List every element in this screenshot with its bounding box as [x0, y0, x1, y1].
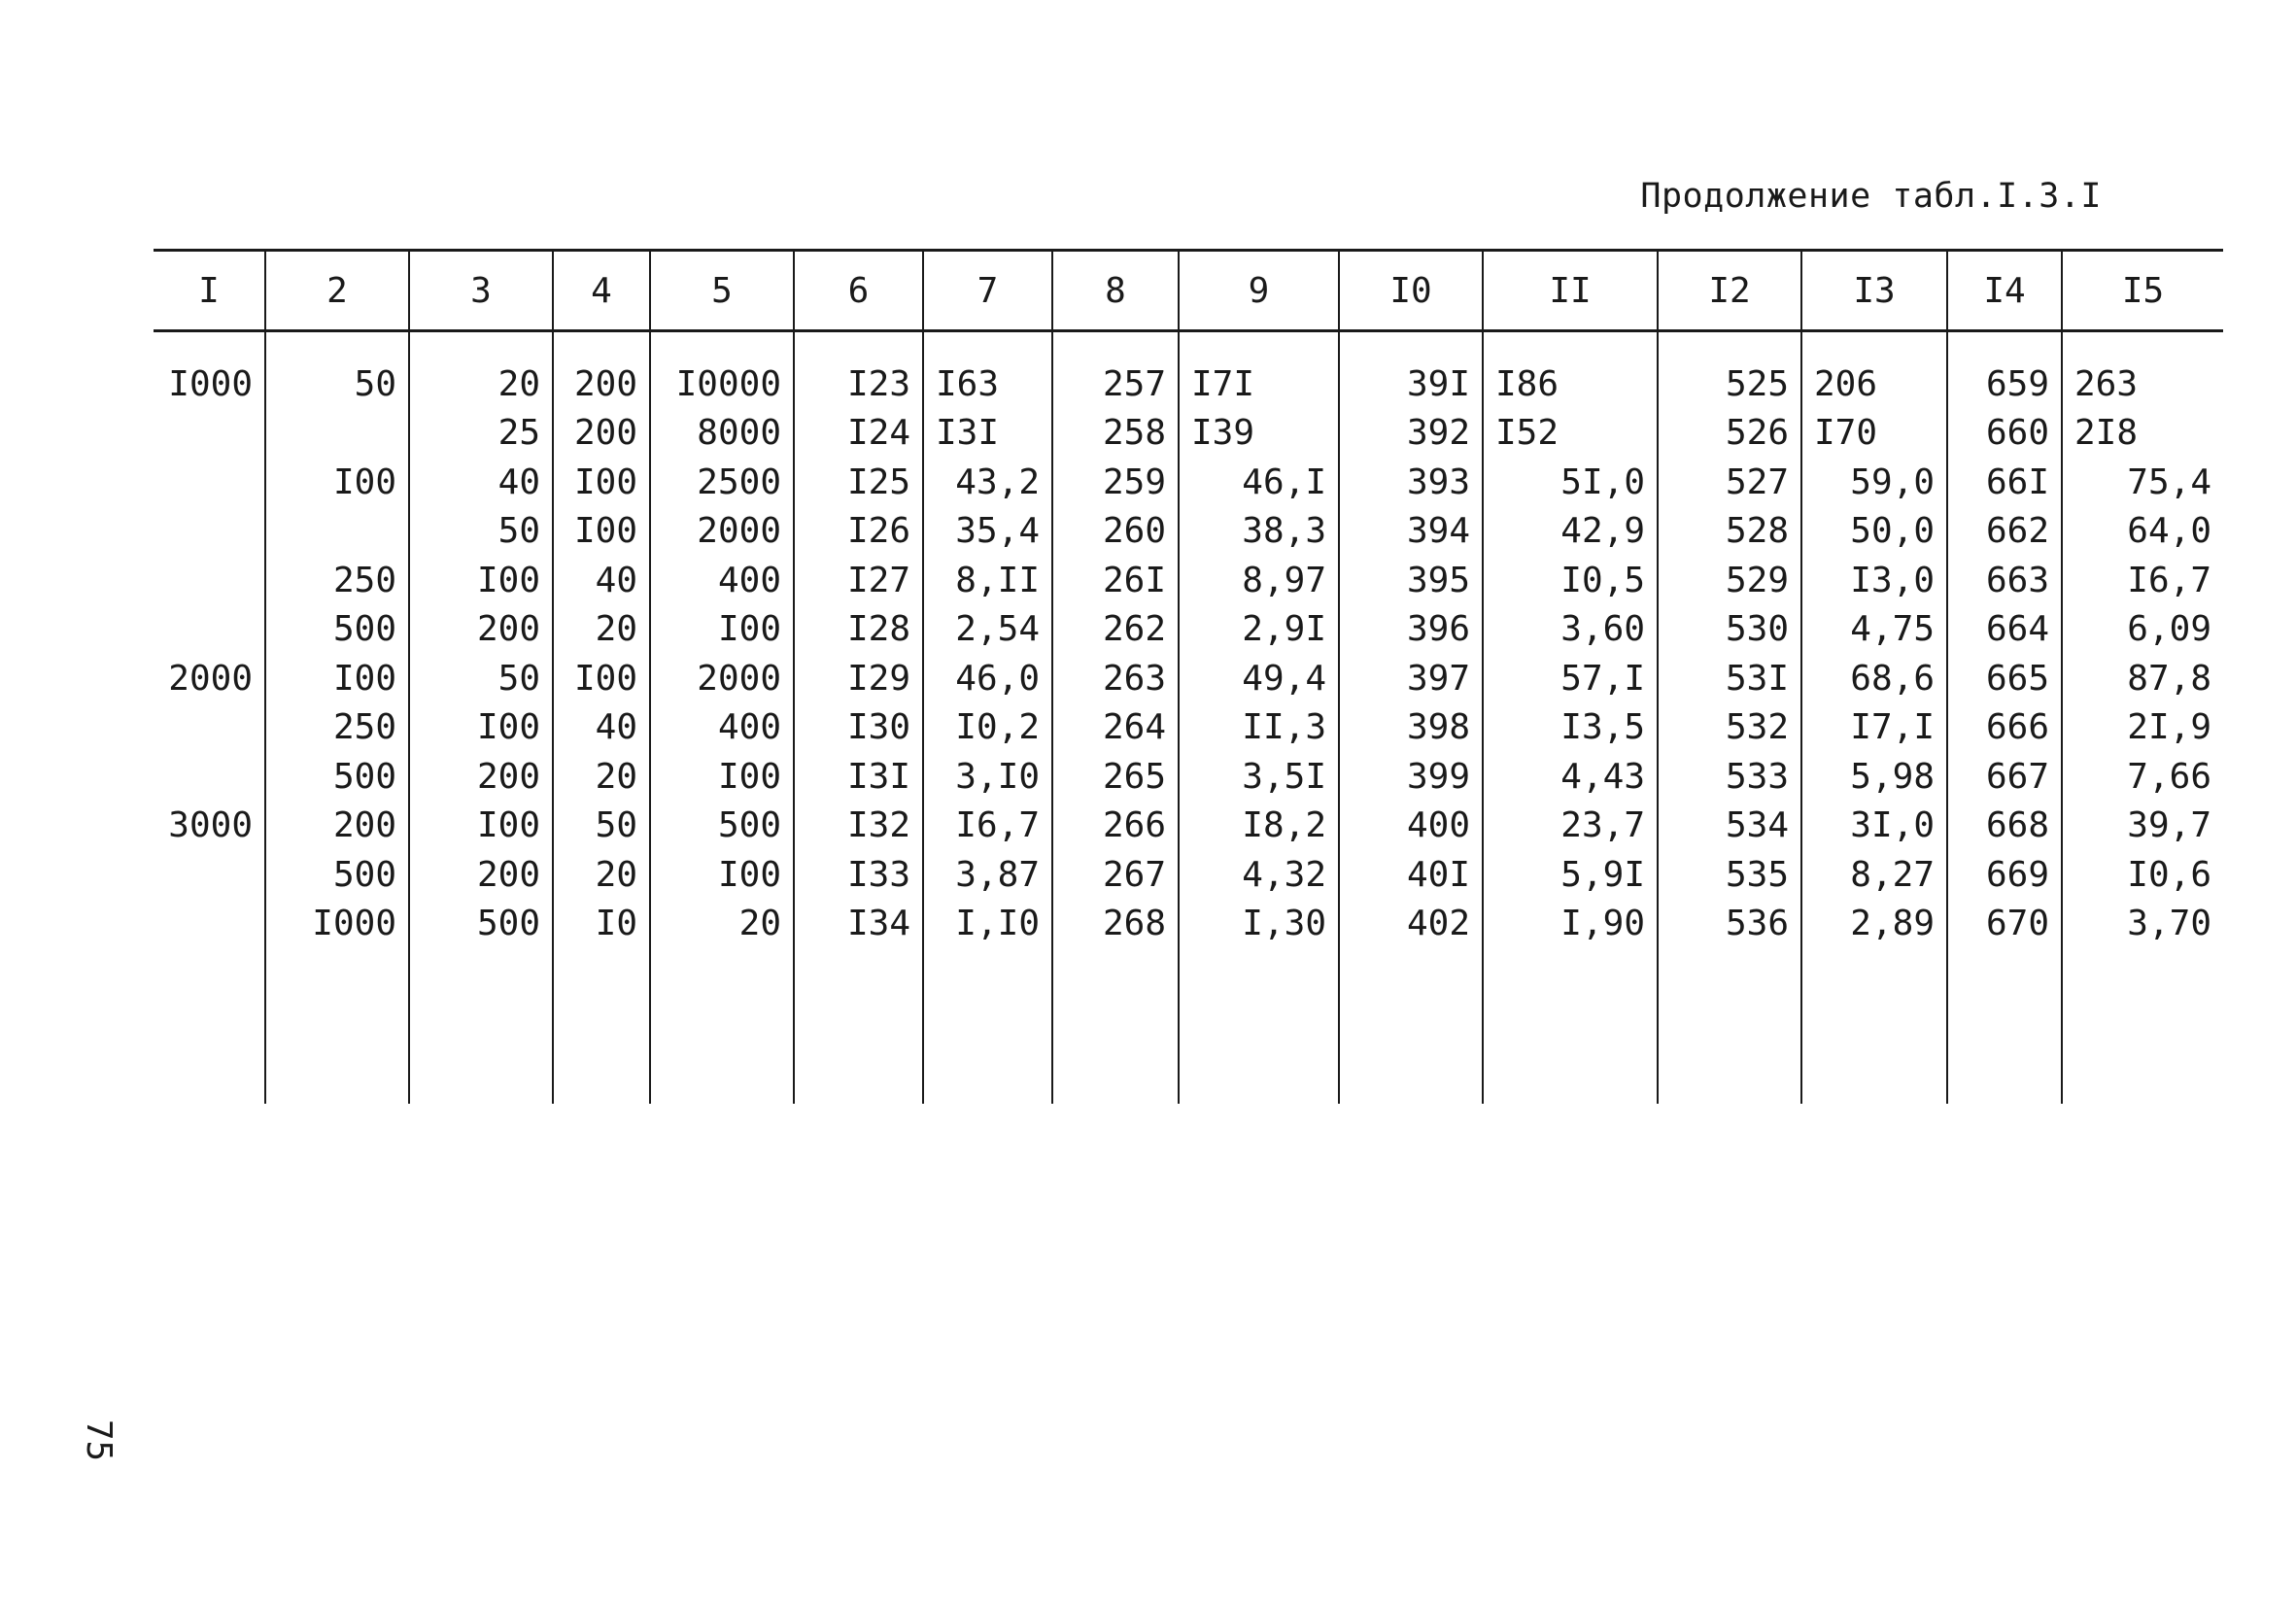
table-cell: 4,32	[1179, 850, 1339, 900]
table-cell: 397	[1339, 654, 1483, 703]
table-cell: I00	[650, 850, 794, 900]
column-header: 3	[409, 251, 553, 331]
table-cell	[265, 409, 409, 459]
table-cell: 669	[1947, 850, 2062, 900]
table-cell: 392	[1339, 409, 1483, 459]
table-cell: I00	[553, 458, 650, 507]
table-cell: 53I	[1658, 654, 1801, 703]
table-row	[154, 900, 2223, 949]
table-cell: 3,5I	[1179, 752, 1339, 802]
table-cell: 2000	[650, 654, 794, 703]
table-cell: 8,II	[923, 556, 1052, 605]
table-cell: 667	[1947, 752, 2062, 802]
table-cell: 66I	[1947, 458, 2062, 507]
table-cell: 2I,9	[2062, 703, 2223, 753]
table-cell: 259	[1052, 458, 1179, 507]
table-cell: 50,0	[1801, 507, 1947, 557]
table-cell: 20	[650, 900, 794, 949]
table-cell: I,90	[1483, 900, 1658, 949]
table-cell: 42,9	[1483, 507, 1658, 557]
table-cell: 250	[265, 556, 409, 605]
table-cell	[154, 900, 265, 949]
table-cell: 50	[409, 654, 553, 703]
column-header: 2	[265, 251, 409, 331]
table-cell: 200	[553, 409, 650, 459]
table-cell: 25	[409, 409, 553, 459]
table-cell: 5I,0	[1483, 458, 1658, 507]
table-row	[154, 703, 2223, 753]
table-cell: I3I	[794, 752, 923, 802]
table-cell: 2,9I	[1179, 605, 1339, 655]
table-cell: 529	[1658, 556, 1801, 605]
table-cell	[154, 507, 265, 557]
table-cell: I30	[794, 703, 923, 753]
table-filler-cell	[409, 948, 553, 1104]
table-cell: I000	[168, 363, 253, 404]
table-cell: 20	[553, 752, 650, 802]
table-cell: 526	[1658, 409, 1801, 459]
table-cell: 662	[1947, 507, 2062, 557]
table-cell: I00	[409, 703, 553, 753]
table-cell: I34	[794, 900, 923, 949]
table-cell: 400	[650, 703, 794, 753]
table-cell: 263	[1052, 654, 1179, 703]
table-cell: 267	[1052, 850, 1179, 900]
table-cell: 39I	[1339, 331, 1483, 409]
table-cell: 50	[265, 331, 409, 409]
table-cell: 57,I	[1483, 654, 1658, 703]
table-cell: 399	[1339, 752, 1483, 802]
table-cell: 200	[409, 850, 553, 900]
table-cell: 2I8	[2062, 409, 2223, 459]
table-row	[154, 850, 2223, 900]
table-cell: 200	[409, 752, 553, 802]
table-cell: I7I	[1179, 331, 1339, 409]
table-cell: 46,0	[923, 654, 1052, 703]
table-row	[154, 654, 2223, 703]
table-cell: 2,54	[923, 605, 1052, 655]
table-cell: I00	[265, 458, 409, 507]
table-cell: 265	[1052, 752, 1179, 802]
table-cell: 3,I0	[923, 752, 1052, 802]
table-cell: I28	[794, 605, 923, 655]
column-header: 7	[923, 251, 1052, 331]
table-cell: I3,5	[1483, 703, 1658, 753]
table-cell: I3,0	[1801, 556, 1947, 605]
table-cell: 500	[650, 802, 794, 851]
table-cell	[154, 556, 265, 605]
table-cell: 20	[553, 605, 650, 655]
table-row	[154, 605, 2223, 655]
table-cell: 533	[1658, 752, 1801, 802]
table-cell: 5,98	[1801, 752, 1947, 802]
table-cell: I25	[794, 458, 923, 507]
table-cell: 527	[1658, 458, 1801, 507]
table-cell: 402	[1339, 900, 1483, 949]
table-cell: 264	[1052, 703, 1179, 753]
table-cell: 23,7	[1483, 802, 1658, 851]
table-cell: 40	[553, 703, 650, 753]
table-cell: 200	[553, 331, 650, 409]
table-cell: 40	[409, 458, 553, 507]
table-cell: 262	[1052, 605, 1179, 655]
table-cell: I0,6	[2062, 850, 2223, 900]
table-cell: I00	[409, 556, 553, 605]
table-cell: I0,2	[923, 703, 1052, 753]
table-cell: I24	[794, 409, 923, 459]
table-cell: 258	[1052, 409, 1179, 459]
table-filler-cell	[154, 948, 265, 1104]
table-cell: 664	[1947, 605, 2062, 655]
table-filler-cell	[265, 948, 409, 1104]
table-cell: 3,60	[1483, 605, 1658, 655]
table-cell: 668	[1947, 802, 2062, 851]
table-cell: 663	[1947, 556, 2062, 605]
table-cell: I00	[409, 802, 553, 851]
table-cell: 50	[553, 802, 650, 851]
table-row	[154, 409, 2223, 459]
table-cell: 3I,0	[1801, 802, 1947, 851]
table-cell: I23	[794, 331, 923, 409]
table-cell: 35,4	[923, 507, 1052, 557]
table-cell: 670	[1947, 900, 2062, 949]
table-body	[154, 331, 2223, 1105]
table-cell: 530	[1658, 605, 1801, 655]
table-cell: I00	[650, 752, 794, 802]
table-cell: II,3	[1179, 703, 1339, 753]
table-cell: I6,7	[2062, 556, 2223, 605]
table-cell: I33	[794, 850, 923, 900]
table-cell: 200	[409, 605, 553, 655]
table-cell: 250	[265, 703, 409, 753]
table-cell: 40I	[1339, 850, 1483, 900]
table-cell: 266	[1052, 802, 1179, 851]
table-cell: I3I	[923, 409, 1052, 459]
table-cell: 2500	[650, 458, 794, 507]
table-row	[154, 752, 2223, 802]
table-cell: 3000	[168, 805, 253, 846]
column-header: I3	[1801, 251, 1947, 331]
table-cell: 268	[1052, 900, 1179, 949]
table-filler-cell	[923, 948, 1052, 1104]
table-row	[154, 802, 2223, 851]
column-header: I5	[2062, 251, 2223, 331]
table-cell: 3,87	[923, 850, 1052, 900]
table-cell: I0	[553, 900, 650, 949]
table-filler-cell	[650, 948, 794, 1104]
table-filler-cell	[1947, 948, 2062, 1104]
table-filler-cell	[553, 948, 650, 1104]
table-cell: 50	[409, 507, 553, 557]
table-cell: I86	[1483, 331, 1658, 409]
table-cell: 20	[553, 850, 650, 900]
table-cell	[154, 752, 265, 802]
table-caption: Продолжение табл.I.3.I	[1640, 177, 2102, 216]
table-cell: 64,0	[2062, 507, 2223, 557]
data-table	[154, 249, 2223, 1104]
table-cell: 2000	[168, 658, 253, 699]
table-cell: I63	[923, 331, 1052, 409]
data-table-container	[154, 249, 2223, 1104]
table-filler-cell	[1052, 948, 1179, 1104]
table-cell: 2,89	[1801, 900, 1947, 949]
table-cell: I0000	[650, 331, 794, 409]
table-cell	[265, 507, 409, 557]
table-filler-cell	[1658, 948, 1801, 1104]
table-cell: 536	[1658, 900, 1801, 949]
table-cell: I00	[553, 507, 650, 557]
table-cell	[154, 605, 265, 655]
column-header: 9	[1179, 251, 1339, 331]
table-row	[154, 556, 2223, 605]
column-header: I0	[1339, 251, 1483, 331]
table-cell: 6,09	[2062, 605, 2223, 655]
table-row	[154, 458, 2223, 507]
table-cell: 659	[1947, 331, 2062, 409]
table-cell: 200	[265, 802, 409, 851]
table-cell: 40	[553, 556, 650, 605]
table-cell	[154, 850, 265, 900]
table-cell: 26I	[1052, 556, 1179, 605]
table-cell: I26	[794, 507, 923, 557]
column-header: 6	[794, 251, 923, 331]
table-cell: I29	[794, 654, 923, 703]
table-filler-row	[154, 948, 2223, 1104]
table-cell: I52	[1483, 409, 1658, 459]
table-cell: I70	[1801, 409, 1947, 459]
table-cell: 20	[409, 331, 553, 409]
table-cell: 393	[1339, 458, 1483, 507]
table-filler-cell	[1483, 948, 1658, 1104]
table-cell: 2000	[650, 507, 794, 557]
table-cell: I00	[265, 654, 409, 703]
column-header: 4	[553, 251, 650, 331]
table-cell: 500	[265, 850, 409, 900]
table-cell: 660	[1947, 409, 2062, 459]
table-cell	[154, 458, 265, 507]
table-cell: 263	[2062, 331, 2223, 409]
table-filler-cell	[794, 948, 923, 1104]
table-cell: 59,0	[1801, 458, 1947, 507]
table-filler-cell	[2062, 948, 2223, 1104]
table-cell: I7,I	[1801, 703, 1947, 753]
page-number: 75	[79, 1419, 120, 1462]
table-cell: 39,7	[2062, 802, 2223, 851]
table-cell: 400	[650, 556, 794, 605]
table-header-row	[154, 251, 2223, 331]
column-header: 5	[650, 251, 794, 331]
table-cell: I27	[794, 556, 923, 605]
table-cell: I32	[794, 802, 923, 851]
table-cell: 8,27	[1801, 850, 1947, 900]
table-cell: 400	[1339, 802, 1483, 851]
column-header: I	[154, 251, 265, 331]
table-cell: 75,4	[2062, 458, 2223, 507]
table-cell: 666	[1947, 703, 2062, 753]
table-cell: 532	[1658, 703, 1801, 753]
table-cell: 535	[1658, 850, 1801, 900]
table-cell: 5,9I	[1483, 850, 1658, 900]
table-cell: I8,2	[1179, 802, 1339, 851]
table-cell: 8,97	[1179, 556, 1339, 605]
column-header: 8	[1052, 251, 1179, 331]
table-cell: I00	[553, 654, 650, 703]
table-row	[154, 507, 2223, 557]
table-cell: 38,3	[1179, 507, 1339, 557]
table-cell: 4,43	[1483, 752, 1658, 802]
table-cell: 49,4	[1179, 654, 1339, 703]
table-cell: 3,70	[2062, 900, 2223, 949]
table-cell: I39	[1179, 409, 1339, 459]
column-header: II	[1483, 251, 1658, 331]
table-cell: 7,66	[2062, 752, 2223, 802]
table-cell: 500	[409, 900, 553, 949]
table-cell	[154, 703, 265, 753]
column-header: I4	[1947, 251, 2062, 331]
table-cell: 528	[1658, 507, 1801, 557]
table-filler-cell	[1179, 948, 1339, 1104]
table-cell	[154, 409, 265, 459]
table-cell: 46,I	[1179, 458, 1339, 507]
table-cell: 257	[1052, 331, 1179, 409]
table-cell: 396	[1339, 605, 1483, 655]
table-cell: 8000	[650, 409, 794, 459]
table-row	[154, 331, 2223, 409]
table-cell: 395	[1339, 556, 1483, 605]
column-header: I2	[1658, 251, 1801, 331]
table-cell: 43,2	[923, 458, 1052, 507]
table-cell: 534	[1658, 802, 1801, 851]
table-cell: I6,7	[923, 802, 1052, 851]
table-cell: I0,5	[1483, 556, 1658, 605]
table-cell: 4,75	[1801, 605, 1947, 655]
table-cell: I000	[265, 900, 409, 949]
table-cell: 500	[265, 752, 409, 802]
table-cell: 206	[1801, 331, 1947, 409]
table-cell: I,30	[1179, 900, 1339, 949]
table-cell: 525	[1658, 331, 1801, 409]
table-cell: 665	[1947, 654, 2062, 703]
table-cell: I00	[650, 605, 794, 655]
table-filler-cell	[1339, 948, 1483, 1104]
table-cell: 87,8	[2062, 654, 2223, 703]
table-cell: 500	[265, 605, 409, 655]
table-cell: 398	[1339, 703, 1483, 753]
table-filler-cell	[1801, 948, 1947, 1104]
table-cell: 68,6	[1801, 654, 1947, 703]
table-cell: I,I0	[923, 900, 1052, 949]
table-cell: 394	[1339, 507, 1483, 557]
table-cell: 260	[1052, 507, 1179, 557]
